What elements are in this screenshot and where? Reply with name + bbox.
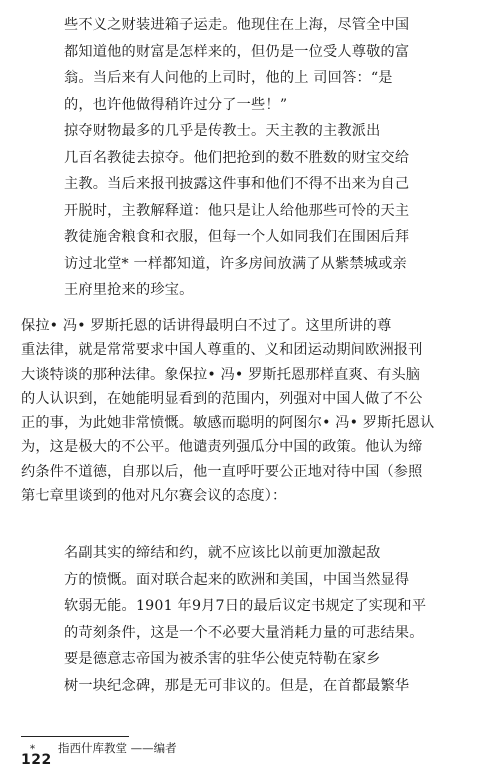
text-line: 翁。当后来有人问他的上司时，他的上 司回答：“是 [64,70,393,86]
text-line: 正的事，为此她非常愤慨。敏感而聪明的阿图尔• 冯• 罗斯托恩认 [21,415,435,432]
text-line: 开脱时，主教解释道：他只是让人给他那些可怜的天主 [64,202,410,219]
footnote-rule [21,736,129,737]
text-line: 都知道他的财富是怎样来的，但仍是一位受人尊敬的富 [64,43,410,60]
footnote-marker: * [30,744,35,755]
text-line: 第七章里谈到的他对凡尔赛会议的态度）： [21,488,287,505]
footnote-text: 指西什库教堂 ——编者 [58,741,177,755]
text-line: 几百名教徒去掠夺。他们把抢到的数不胜数的财宝交给 [64,149,410,166]
text-line: 的，也许他做得稍许过分了一些！” [64,96,288,113]
text-line: 约条件不道德，自那以后，他一直呼吁要公正地对待中国（参照 [21,463,423,480]
indented-quote-paragraph-1 [64,12,444,304]
text-line: 掠夺财物最多的几乎是传教士。天主教的主教派出 [64,123,381,139]
page-number: 122 [21,752,52,768]
text-line: 主教。当后来报刊披露这件事和他们不得不出来为自己 [64,176,410,192]
text-line: 的苛刻条件，这是一个不必要大量消耗力量的可悲结果。 [64,624,424,641]
text-line: 访过北堂* 一样都知道，许多房间放满了从紫禁城或亲 [64,255,407,272]
text-line: 名副其实的缔结和约，就不应该比以前更加激起敌 [64,545,381,561]
text-line: 树一块纪念碑，那是无可非议的。但是，在首都最繁华 [64,677,410,694]
text-line: 软弱无能。1901 年9月7日的最后议定书规定了实现和平 [64,598,427,614]
text-line: 要是德意志帝国为被杀害的驻华公使克特勒在家乡 [64,651,381,667]
body-paragraph [21,314,483,508]
text-line: 王府里抢来的珍宝。 [64,282,194,298]
indented-quote-paragraph-2 [64,540,444,699]
text-line: 重法律，就是常常要求中国人尊重的、义和团运动期间欧洲报刊 [21,342,423,359]
text-line: 大谈特谈的那种法律。象保拉• 冯• 罗斯托恩那样直爽、有头脑 [21,366,421,383]
text-line: 些不义之财装进箱子运走。他现住在上海，尽管全中国 [64,17,410,33]
footnote [30,740,177,758]
text-line: 的人认识到，在她能明显看到的范围内，列强对中国人做了不公 [21,390,423,407]
text-line: 教徒施舍粮食和衣服，但每一个人如同我们在围困后拜 [64,229,410,245]
text-line: 为，这是极大的不公平。他谴责列强瓜分中国的政策。他认为缔 [21,439,423,456]
text-line: 保拉• 冯• 罗斯托恩的话讲得最明白不过了。这里所讲的尊 [21,318,392,334]
text-line: 方的愤慨。面对联合起来的欧洲和美国，中国当然显得 [64,571,410,588]
